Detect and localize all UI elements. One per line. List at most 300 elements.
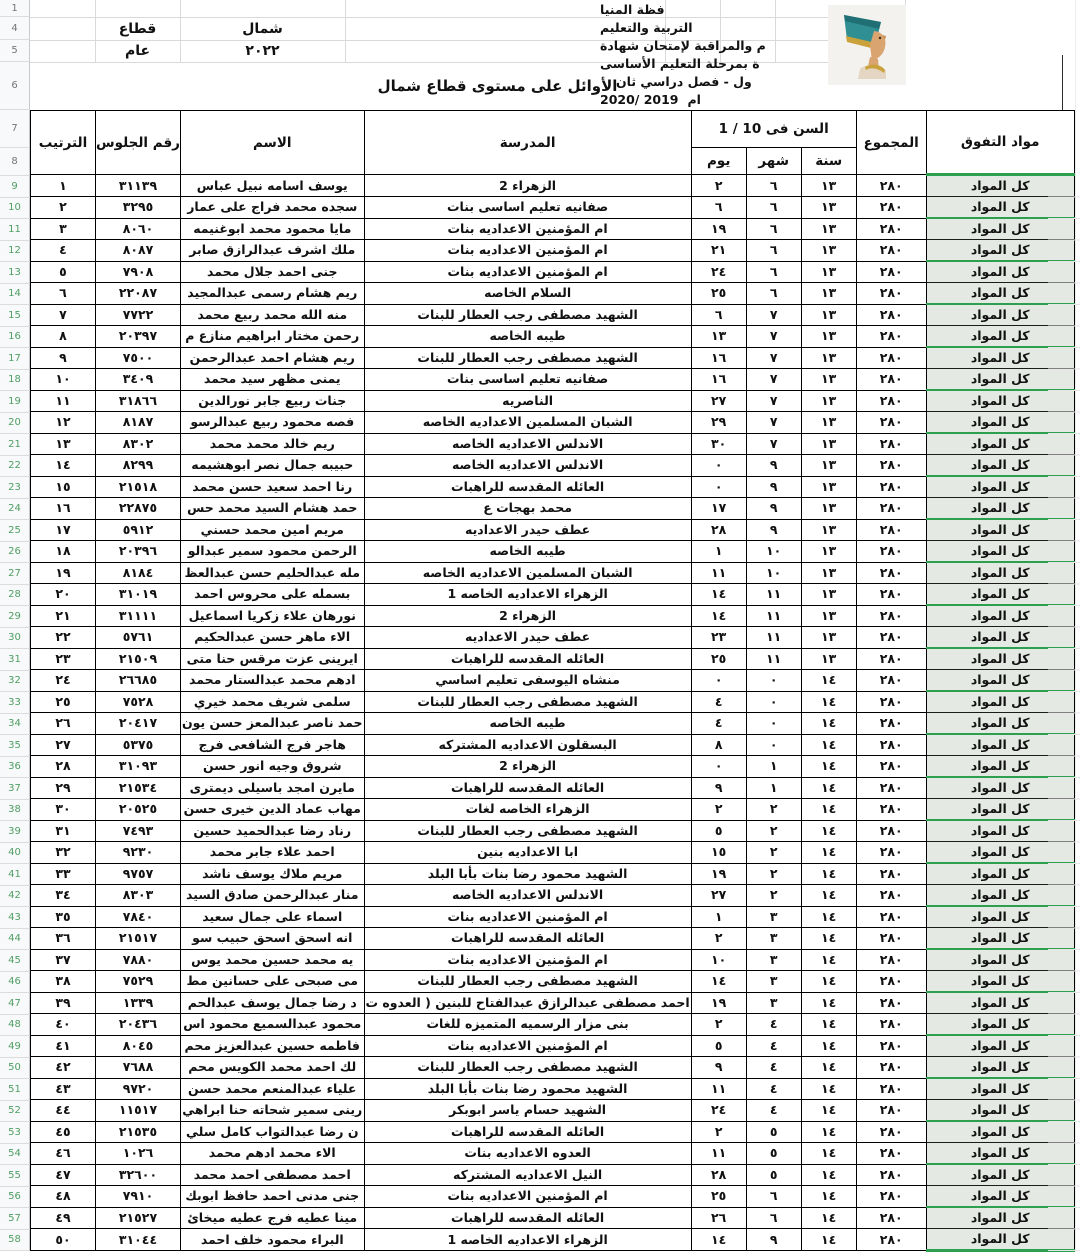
header-subjects[interactable]: مواد التفوق — [926, 111, 1074, 175]
cell-school[interactable]: ام المؤمنين الاعداديه بنات — [364, 949, 691, 971]
cell-month[interactable]: ٧ — [746, 412, 801, 434]
cell-month[interactable]: ٤ — [746, 1078, 801, 1100]
cell-year[interactable]: ١٤ — [801, 1143, 856, 1165]
header-school[interactable]: المدرسة — [364, 111, 691, 175]
cell-seat[interactable]: ٧٥٠٠ — [96, 347, 181, 369]
row-header-47[interactable]: 47 — [0, 993, 30, 1015]
cell-total[interactable]: ٢٨٠ — [856, 455, 926, 477]
cell-rank[interactable]: ١٤ — [31, 455, 96, 477]
cell-name[interactable]: يه محمد حسين محمد يوس — [181, 949, 365, 971]
row-header-46[interactable]: 46 — [0, 972, 30, 994]
cell-subjects[interactable]: كل المواد — [926, 605, 1074, 627]
row-header-9[interactable]: 9 — [0, 176, 30, 198]
row-header-51[interactable]: 51 — [0, 1079, 30, 1101]
cell-total[interactable]: ٢٨٠ — [856, 820, 926, 842]
row-header-28[interactable]: 28 — [0, 585, 30, 607]
cell-total[interactable]: ٢٨٠ — [856, 562, 926, 584]
cell-school[interactable]: الزهراء الاعداديه الخاصه 1 — [364, 584, 691, 606]
cell-year[interactable]: ١٤ — [801, 734, 856, 756]
row-header-5[interactable]: 5 — [0, 40, 30, 62]
row-header-18[interactable]: 18 — [0, 370, 30, 392]
cell-day[interactable]: ٢٧ — [691, 885, 746, 907]
row-header-38[interactable]: 38 — [0, 800, 30, 822]
row-header-25[interactable]: 25 — [0, 520, 30, 542]
cell-year[interactable]: ١٣ — [801, 390, 856, 412]
cell-name[interactable]: سلمى شريف محمد خيري — [181, 691, 365, 713]
cell-total[interactable]: ٢٨٠ — [856, 541, 926, 563]
cell-subjects[interactable]: كل المواد — [926, 971, 1074, 993]
cell-subjects[interactable]: كل المواد — [926, 261, 1074, 283]
cell-subjects[interactable]: كل المواد — [926, 1078, 1074, 1100]
header-age-group[interactable]: السن فى 10 / 1 — [691, 111, 856, 148]
cell-seat[interactable]: ٨٠٨٧ — [96, 240, 181, 262]
cell-day[interactable]: ٤ — [691, 713, 746, 735]
cell-month[interactable]: ٦ — [746, 1207, 801, 1229]
cell-subjects[interactable]: كل المواد — [926, 756, 1074, 778]
cell-day[interactable]: ٢١ — [691, 240, 746, 262]
cell-subjects[interactable]: كل المواد — [926, 799, 1074, 821]
cell-seat[interactable]: ٧٥٢٩ — [96, 971, 181, 993]
header-rank[interactable]: الترتيب — [31, 111, 96, 175]
cell-name[interactable]: فصه محمود ربيع عبدالرسو — [181, 412, 365, 434]
cell-day[interactable]: ٠ — [691, 476, 746, 498]
cell-rank[interactable]: ١٥ — [31, 476, 96, 498]
cell-month[interactable]: ٩ — [746, 498, 801, 520]
cell-day[interactable]: ٨ — [691, 734, 746, 756]
cell-seat[interactable]: ٢١٥١٧ — [96, 928, 181, 950]
cell-rank[interactable]: ٣٥ — [31, 906, 96, 928]
cell-subjects[interactable]: كل المواد — [926, 1207, 1074, 1229]
cell-month[interactable]: ٦ — [746, 240, 801, 262]
cell-day[interactable]: ١٤ — [691, 605, 746, 627]
cell-rank[interactable]: ٣٠ — [31, 799, 96, 821]
cell-school[interactable]: البسقلون الاعداديه المشتركه — [364, 734, 691, 756]
cell-school[interactable]: العائله المقدسه للراهبات — [364, 648, 691, 670]
cell-school[interactable]: ام المؤمنين الاعداديه بنات — [364, 218, 691, 240]
cell-day[interactable]: ٢٨ — [691, 519, 746, 541]
cell-name[interactable]: ايرينى عزت مرقس حنا متى — [181, 648, 365, 670]
row-header-6[interactable]: 6 — [0, 62, 30, 110]
cell-seat[interactable]: ٢٠٤١٧ — [96, 713, 181, 735]
cell-day[interactable]: ٢ — [691, 175, 746, 197]
cell-subjects[interactable]: كل المواد — [926, 670, 1074, 692]
cell-total[interactable]: ٢٨٠ — [856, 175, 926, 197]
cell-month[interactable]: ٦ — [746, 175, 801, 197]
cell-subjects[interactable]: كل المواد — [926, 648, 1074, 670]
cell-rank[interactable]: ١٧ — [31, 519, 96, 541]
cell-total[interactable]: ٢٨٠ — [856, 519, 926, 541]
cell-month[interactable]: ٦ — [746, 197, 801, 219]
row-header-11[interactable]: 11 — [0, 219, 30, 241]
cell-total[interactable]: ٢٨٠ — [856, 799, 926, 821]
row-header-42[interactable]: 42 — [0, 886, 30, 908]
cell-school[interactable]: الزهراء 2 — [364, 605, 691, 627]
cell-name[interactable]: يمنى مظهر سيد محمد — [181, 369, 365, 391]
cell-subjects[interactable]: كل المواد — [926, 455, 1074, 477]
cell-year[interactable]: ١٤ — [801, 1100, 856, 1122]
cell-subjects[interactable]: كل المواد — [926, 433, 1074, 455]
cell-month[interactable]: ٢ — [746, 842, 801, 864]
cell-total[interactable]: ٢٨٠ — [856, 261, 926, 283]
cell-month[interactable]: ٩ — [746, 519, 801, 541]
sector-value-cell[interactable]: شمال — [242, 20, 283, 37]
page-title[interactable]: الأوائل على مستوى قطاع شمال — [377, 77, 618, 95]
cell-school[interactable]: ام المؤمنين الاعداديه بنات — [364, 261, 691, 283]
cell-subjects[interactable]: كل المواد — [926, 304, 1074, 326]
cell-month[interactable]: ١ — [746, 756, 801, 778]
cell-school[interactable]: الشهيد مصطفى رجب العطار للبنات — [364, 1057, 691, 1079]
cell-school[interactable]: الشبان المسلمين الاعداديه الخاصه — [364, 562, 691, 584]
cell-name[interactable]: د رضا جمال يوسف عبدالحم — [181, 992, 365, 1014]
cell-total[interactable]: ٢٨٠ — [856, 304, 926, 326]
cell-day[interactable]: ١٤ — [691, 584, 746, 606]
cell-school[interactable]: عطف حيدر الاعداديه — [364, 627, 691, 649]
cell-year[interactable]: ١٣ — [801, 562, 856, 584]
cell-month[interactable]: ٦ — [746, 283, 801, 305]
cell-total[interactable]: ٢٨٠ — [856, 842, 926, 864]
cell-name[interactable]: مهاب عماد الدين خيرى حسن — [181, 799, 365, 821]
cell-total[interactable]: ٢٨٠ — [856, 1014, 926, 1036]
row-header-58[interactable]: 58 — [0, 1230, 30, 1252]
cell-month[interactable]: ٢ — [746, 863, 801, 885]
row-header-7[interactable]: 7 — [0, 110, 30, 148]
cell-seat[interactable]: ٢١٥٠٩ — [96, 648, 181, 670]
row-header-16[interactable]: 16 — [0, 327, 30, 349]
cell-school[interactable]: الشهيد مصطفى رجب العطار للبنات — [364, 347, 691, 369]
cell-month[interactable]: ٧ — [746, 326, 801, 348]
cell-year[interactable]: ١٣ — [801, 476, 856, 498]
cell-month[interactable]: ٥ — [746, 1143, 801, 1165]
cell-school[interactable]: الزهراء 2 — [364, 175, 691, 197]
row-header-31[interactable]: 31 — [0, 649, 30, 671]
cell-total[interactable]: ٢٨٠ — [856, 734, 926, 756]
cell-subjects[interactable]: كل المواد — [926, 992, 1074, 1014]
cell-total[interactable]: ٢٨٠ — [856, 347, 926, 369]
cell-name[interactable]: رينى سمير شحاته حنا ابراهي — [181, 1100, 365, 1122]
row-header-48[interactable]: 48 — [0, 1015, 30, 1037]
row-header-52[interactable]: 52 — [0, 1101, 30, 1123]
row-header-40[interactable]: 40 — [0, 843, 30, 865]
cell-school[interactable]: طيبه الخاصه — [364, 541, 691, 563]
cell-subjects[interactable]: كل المواد — [926, 369, 1074, 391]
year-label-cell[interactable]: عام — [124, 43, 151, 59]
cell-name[interactable]: احمد علاء جابر محمد — [181, 842, 365, 864]
cell-subjects[interactable]: كل المواد — [926, 326, 1074, 348]
cell-day[interactable]: ٢٥ — [691, 283, 746, 305]
cell-year[interactable]: ١٣ — [801, 240, 856, 262]
cell-month[interactable]: ٦ — [746, 1186, 801, 1208]
row-header-20[interactable]: 20 — [0, 413, 30, 435]
cell-seat[interactable]: ٧٨٨٠ — [96, 949, 181, 971]
cell-day[interactable]: ٢٤ — [691, 1100, 746, 1122]
cell-school[interactable]: العائله المقدسه للراهبات — [364, 1121, 691, 1143]
cell-year[interactable]: ١٤ — [801, 906, 856, 928]
cell-total[interactable]: ٢٨٠ — [856, 1035, 926, 1057]
cell-month[interactable]: ١١ — [746, 605, 801, 627]
cell-rank[interactable]: ١٣ — [31, 433, 96, 455]
cell-month[interactable]: ٣ — [746, 906, 801, 928]
cell-month[interactable]: ٠ — [746, 691, 801, 713]
cell-seat[interactable]: ٢٠٣٩٦ — [96, 541, 181, 563]
cell-school[interactable]: العائله المقدسه للراهبات — [364, 1207, 691, 1229]
cell-year[interactable]: ١٤ — [801, 777, 856, 799]
header-day[interactable]: يوم — [691, 148, 746, 175]
cell-school[interactable]: احمد مصطفى عبدالرازق عبدالفتاح للبنين ( العدوه ت — [364, 992, 691, 1014]
cell-month[interactable]: ٣ — [746, 992, 801, 1014]
row-header-24[interactable]: 24 — [0, 499, 30, 521]
row-header-41[interactable]: 41 — [0, 864, 30, 886]
cell-year[interactable]: ١٤ — [801, 992, 856, 1014]
cell-month[interactable]: ٩ — [746, 455, 801, 477]
cell-year[interactable]: ١٣ — [801, 369, 856, 391]
cell-name[interactable]: جنات ربيع جابر نورالدين — [181, 390, 365, 412]
cell-month[interactable]: ٦ — [746, 218, 801, 240]
cell-rank[interactable]: ٩ — [31, 347, 96, 369]
cell-name[interactable]: حمد ناصر عبدالمعز حسن يون — [181, 713, 365, 735]
cell-total[interactable]: ٢٨٠ — [856, 1164, 926, 1186]
cell-year[interactable]: ١٤ — [801, 1014, 856, 1036]
cell-day[interactable]: ٣٠ — [691, 433, 746, 455]
cell-school[interactable]: ام المؤمنين الاعداديه بنات — [364, 1035, 691, 1057]
cell-subjects[interactable]: كل المواد — [926, 519, 1074, 541]
row-header-13[interactable]: 13 — [0, 262, 30, 284]
cell-seat[interactable]: ٩٢٣٠ — [96, 842, 181, 864]
cell-rank[interactable]: ١٨ — [31, 541, 96, 563]
cell-rank[interactable]: ٤٢ — [31, 1057, 96, 1079]
cell-subjects[interactable]: كل المواد — [926, 863, 1074, 885]
cell-month[interactable]: ٧ — [746, 369, 801, 391]
cell-month[interactable]: ٥ — [746, 1121, 801, 1143]
cell-school[interactable]: طيبه الخاصه — [364, 326, 691, 348]
cell-day[interactable]: ٢٣ — [691, 627, 746, 649]
cell-rank[interactable]: ٢٦ — [31, 713, 96, 735]
cell-name[interactable]: مريم امين محمد حسني — [181, 519, 365, 541]
cell-seat[interactable]: ٧٧٢٢ — [96, 304, 181, 326]
cell-month[interactable]: ٠ — [746, 713, 801, 735]
cell-name[interactable]: مايرن امجد باسيلى ديمترى — [181, 777, 365, 799]
row-header-26[interactable]: 26 — [0, 542, 30, 564]
cell-year[interactable]: ١٤ — [801, 1207, 856, 1229]
cell-subjects[interactable]: كل المواد — [926, 842, 1074, 864]
cell-name[interactable]: مينا عطيه فرج عطيه ميخائ — [181, 1207, 365, 1229]
cell-school[interactable]: الاندلس الاعداديه الخاصه — [364, 433, 691, 455]
row-header-21[interactable]: 21 — [0, 434, 30, 456]
cell-seat[interactable]: ٥٩١٢ — [96, 519, 181, 541]
cell-year[interactable]: ١٤ — [801, 670, 856, 692]
cell-seat[interactable]: ٣١١٣٩ — [96, 175, 181, 197]
cell-day[interactable]: ٢ — [691, 1014, 746, 1036]
cell-total[interactable]: ٢٨٠ — [856, 1078, 926, 1100]
cell-school[interactable]: محمد بهجات ع — [364, 498, 691, 520]
cell-year[interactable]: ١٤ — [801, 885, 856, 907]
cell-name[interactable]: حبيبه جمال نصر ابوهشيمه — [181, 455, 365, 477]
cell-seat[interactable]: ٧٩١٠ — [96, 1186, 181, 1208]
cell-seat[interactable]: ٨١٨٧ — [96, 412, 181, 434]
cell-seat[interactable]: ٣٤٠٩ — [96, 369, 181, 391]
cell-day[interactable]: ٢٥ — [691, 1186, 746, 1208]
cell-subjects[interactable]: كل المواد — [926, 820, 1074, 842]
cell-day[interactable]: ١٠ — [691, 949, 746, 971]
cell-seat[interactable]: ٢٠٣٩٧ — [96, 326, 181, 348]
cell-subjects[interactable]: كل المواد — [926, 584, 1074, 606]
cell-seat[interactable]: ٧٨٤٠ — [96, 906, 181, 928]
cell-seat[interactable]: ٢٢٠٨٧ — [96, 283, 181, 305]
cell-school[interactable]: منشاه اليوسفى تعليم اساسي — [364, 670, 691, 692]
cell-name[interactable]: احمد مصطفى احمد محمد — [181, 1164, 365, 1186]
cell-school[interactable]: العدوه الاعداديه بنات — [364, 1143, 691, 1165]
cell-seat[interactable]: ٣١١١١ — [96, 605, 181, 627]
cell-year[interactable]: ١٤ — [801, 713, 856, 735]
cell-rank[interactable]: ٤٠ — [31, 1014, 96, 1036]
cell-year[interactable]: ١٤ — [801, 756, 856, 778]
cell-school[interactable]: الشهيد مصطفى رجب العطار للبنات — [364, 971, 691, 993]
cell-rank[interactable]: ٨ — [31, 326, 96, 348]
header-month[interactable]: شهر — [746, 148, 801, 175]
row-header-35[interactable]: 35 — [0, 735, 30, 757]
cell-day[interactable]: ٢ — [691, 799, 746, 821]
cell-seat[interactable]: ٨٠٦٠ — [96, 218, 181, 240]
row-header-30[interactable]: 30 — [0, 628, 30, 650]
cell-subjects[interactable]: كل المواد — [926, 347, 1074, 369]
cell-seat[interactable]: ٣٢٩٥ — [96, 197, 181, 219]
cell-total[interactable]: ٢٨٠ — [856, 584, 926, 606]
cell-name[interactable]: الاء ماهر حسن عبدالحكيم — [181, 627, 365, 649]
cell-subjects[interactable]: كل المواد — [926, 885, 1074, 907]
cell-total[interactable]: ٢٨٠ — [856, 992, 926, 1014]
cell-school[interactable]: صفانيه تعليم اساسى بنات — [364, 369, 691, 391]
cell-rank[interactable]: ١ — [31, 175, 96, 197]
cell-rank[interactable]: ١١ — [31, 390, 96, 412]
cell-school[interactable]: الشهيد محمود رضا بنات بأبا البلد — [364, 1078, 691, 1100]
cell-rank[interactable]: ٢٠ — [31, 584, 96, 606]
cell-rank[interactable]: ١٠ — [31, 369, 96, 391]
cell-year[interactable]: ١٣ — [801, 197, 856, 219]
cell-month[interactable]: ٢ — [746, 885, 801, 907]
cell-month[interactable]: ٣ — [746, 971, 801, 993]
cell-name[interactable]: نورهان علاء زكريا اسماعيل — [181, 605, 365, 627]
row-header-22[interactable]: 22 — [0, 456, 30, 478]
cell-subjects[interactable]: كل المواد — [926, 734, 1074, 756]
row-header-8[interactable]: 8 — [0, 148, 30, 176]
cell-day[interactable]: ٠ — [691, 670, 746, 692]
cell-total[interactable]: ٢٨٠ — [856, 691, 926, 713]
cell-day[interactable]: ١٦ — [691, 347, 746, 369]
cell-year[interactable]: ١٣ — [801, 283, 856, 305]
cell-school[interactable]: طيبه الخاصه — [364, 713, 691, 735]
cell-rank[interactable]: ٤٥ — [31, 1121, 96, 1143]
cell-total[interactable]: ٢٨٠ — [856, 1207, 926, 1229]
cell-seat[interactable]: ١١٥١٧ — [96, 1100, 181, 1122]
cell-rank[interactable]: ٢٩ — [31, 777, 96, 799]
cell-name[interactable]: البراء محمود خلف احمد — [181, 1229, 365, 1251]
cell-seat[interactable]: ٢١٥١٨ — [96, 476, 181, 498]
cell-total[interactable]: ٢٨٠ — [856, 390, 926, 412]
cell-rank[interactable]: ٤٧ — [31, 1164, 96, 1186]
cell-total[interactable]: ٢٨٠ — [856, 240, 926, 262]
cell-name[interactable]: اسماء على جمال سعيد — [181, 906, 365, 928]
cell-school[interactable]: صفانيه تعليم اساسى بنات — [364, 197, 691, 219]
cell-seat[interactable]: ٣١٠١٩ — [96, 584, 181, 606]
cell-seat[interactable]: ٩٧٢٠ — [96, 1078, 181, 1100]
cell-day[interactable]: ٢٥ — [691, 648, 746, 670]
cell-total[interactable]: ٢٨٠ — [856, 863, 926, 885]
cell-day[interactable]: ٢ — [691, 1121, 746, 1143]
cell-day[interactable]: ٢٦ — [691, 1207, 746, 1229]
row-header-39[interactable]: 39 — [0, 821, 30, 843]
cell-rank[interactable]: ٢١ — [31, 605, 96, 627]
cell-name[interactable]: منار عبدالرحمن صادق السيد — [181, 885, 365, 907]
row-header-23[interactable]: 23 — [0, 477, 30, 499]
cell-rank[interactable]: ٤٣ — [31, 1078, 96, 1100]
year-value-cell[interactable]: ٢٠٢٢ — [245, 43, 280, 59]
cell-year[interactable]: ١٣ — [801, 455, 856, 477]
cell-seat[interactable]: ٣١٠٤٤ — [96, 1229, 181, 1251]
cell-subjects[interactable]: كل المواد — [926, 412, 1074, 434]
cell-day[interactable]: ١٧ — [691, 498, 746, 520]
cell-month[interactable]: ١١ — [746, 648, 801, 670]
cell-name[interactable]: مريم ملاك يوسف ناشد — [181, 863, 365, 885]
cell-school[interactable]: عطف حيدر الاعداديه — [364, 519, 691, 541]
cell-total[interactable]: ٢٨٠ — [856, 756, 926, 778]
cell-name[interactable]: ريم خالد محمد محمد — [181, 433, 365, 455]
cell-total[interactable]: ٢٨٠ — [856, 369, 926, 391]
cell-year[interactable]: ١٣ — [801, 541, 856, 563]
cell-seat[interactable]: ٧٩٠٨ — [96, 261, 181, 283]
cell-subjects[interactable]: كل المواد — [926, 949, 1074, 971]
header-name[interactable]: الاسم — [181, 111, 365, 175]
cell-name[interactable]: مايا محمود محمد ابوغنيمه — [181, 218, 365, 240]
cell-rank[interactable]: ٣٤ — [31, 885, 96, 907]
cell-name[interactable]: بسمله على محروس احمد — [181, 584, 365, 606]
cell-year[interactable]: ١٣ — [801, 326, 856, 348]
row-header-15[interactable]: 15 — [0, 305, 30, 327]
cell-name[interactable]: ريم هشام احمد عبدالرحمن — [181, 347, 365, 369]
cell-rank[interactable]: ٣٨ — [31, 971, 96, 993]
row-header-17[interactable]: 17 — [0, 348, 30, 370]
cell-total[interactable]: ٢٨٠ — [856, 1186, 926, 1208]
cell-rank[interactable]: ٤ — [31, 240, 96, 262]
cell-month[interactable]: ٣ — [746, 949, 801, 971]
cell-total[interactable]: ٢٨٠ — [856, 412, 926, 434]
cell-day[interactable]: ١ — [691, 906, 746, 928]
cell-rank[interactable]: ٥٠ — [31, 1229, 96, 1251]
cell-day[interactable]: ٦ — [691, 304, 746, 326]
row-header-1[interactable]: 1 — [0, 0, 30, 17]
cell-seat[interactable]: ٣١٨٦٦ — [96, 390, 181, 412]
cell-total[interactable]: ٢٨٠ — [856, 949, 926, 971]
header-total[interactable]: المجموع — [856, 111, 926, 175]
cell-year[interactable]: ١٣ — [801, 347, 856, 369]
cell-school[interactable]: ام المؤمنين الاعداديه بنات — [364, 1186, 691, 1208]
row-header-43[interactable]: 43 — [0, 907, 30, 929]
cell-seat[interactable]: ٨٣٠٢ — [96, 433, 181, 455]
cell-year[interactable]: ١٤ — [801, 863, 856, 885]
cell-rank[interactable]: ٤٨ — [31, 1186, 96, 1208]
cell-rank[interactable]: ٤٦ — [31, 1143, 96, 1165]
row-header-29[interactable]: 29 — [0, 606, 30, 628]
cell-name[interactable]: ريم هشام رسمى عبدالمجيد — [181, 283, 365, 305]
cell-day[interactable]: ٠ — [691, 756, 746, 778]
cell-subjects[interactable]: كل المواد — [926, 777, 1074, 799]
cell-name[interactable]: جنى احمد جلال محمد — [181, 261, 365, 283]
cell-seat[interactable]: ٢١٥٣٥ — [96, 1121, 181, 1143]
row-header-12[interactable]: 12 — [0, 241, 30, 263]
row-header-55[interactable]: 55 — [0, 1165, 30, 1187]
cell-rank[interactable]: ٣٣ — [31, 863, 96, 885]
cell-seat[interactable]: ٢١٥٣٤ — [96, 777, 181, 799]
cell-school[interactable]: الشهيد حسام ياسر ابوبكر — [364, 1100, 691, 1122]
cell-name[interactable]: يوسف اسامه نبيل عباس — [181, 175, 365, 197]
